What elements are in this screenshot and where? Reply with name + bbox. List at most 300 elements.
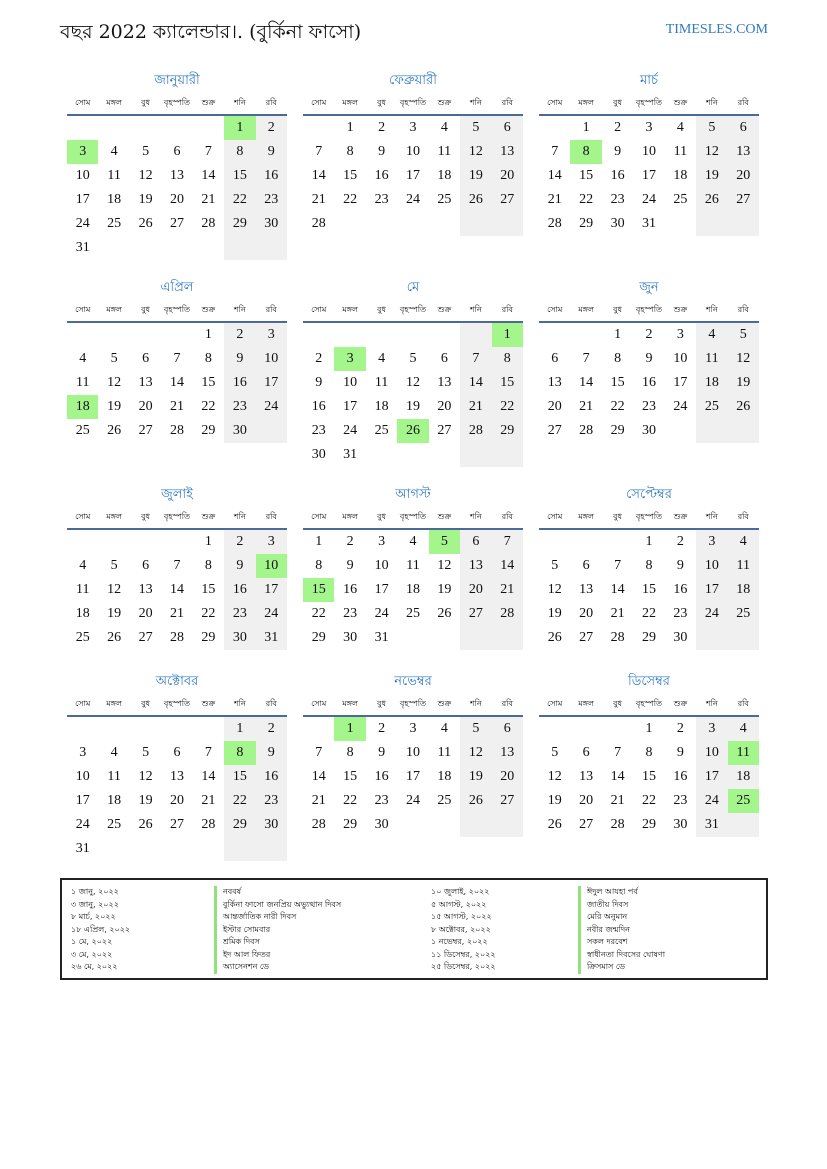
day-cell[interactable]: 21 [547,192,562,207]
day-cell[interactable]: 9 [256,140,287,164]
day-cell[interactable]: 5 [142,745,150,760]
day-cell[interactable]: 7 [582,351,590,366]
day-cell[interactable]: 2 [224,323,255,347]
day-cell[interactable]: 7 [315,144,323,159]
day-cell[interactable]: 30 [641,423,656,438]
day-cell[interactable]: 28 [610,630,625,645]
holiday-day-cell[interactable]: 8 [570,140,601,164]
day-cell[interactable]: 27 [728,188,759,212]
day-cell[interactable]: 31 [374,630,389,645]
day-cell[interactable]: 21 [460,395,491,419]
day-cell[interactable]: 1 [645,721,653,736]
day-cell[interactable]: 13 [579,769,594,784]
day-cell[interactable]: 3 [645,120,653,135]
day-cell[interactable]: 8 [346,745,354,760]
day-cell[interactable]: 3 [79,745,87,760]
day-cell[interactable]: 14 [311,168,326,183]
day-cell[interactable]: 13 [492,741,523,765]
day-cell[interactable]: 16 [256,164,287,188]
day-cell[interactable]: 24 [405,793,420,808]
holiday-day-cell[interactable]: 1 [224,116,255,140]
day-cell[interactable]: 18 [437,769,452,784]
day-cell[interactable]: 27 [169,216,184,231]
day-cell[interactable]: 11 [728,554,759,578]
day-cell[interactable]: 25 [437,793,452,808]
day-cell[interactable]: 9 [378,745,386,760]
day-cell[interactable]: 20 [547,399,562,414]
day-cell[interactable]: 17 [405,168,420,183]
day-cell[interactable]: 8 [492,347,523,371]
day-cell[interactable]: 3 [696,530,727,554]
holiday-day-cell[interactable]: 25 [728,789,759,813]
day-cell[interactable]: 1 [204,327,212,342]
day-cell[interactable]: 8 [645,745,653,760]
day-cell[interactable]: 26 [138,216,153,231]
day-cell[interactable]: 17 [696,765,727,789]
day-cell[interactable]: 15 [641,769,656,784]
day-cell[interactable]: 1 [204,534,212,549]
day-cell[interactable]: 20 [169,192,184,207]
day-cell[interactable]: 15 [201,375,216,390]
day-cell[interactable]: 18 [107,793,122,808]
day-cell[interactable]: 29 [492,419,523,443]
day-cell[interactable]: 29 [224,212,255,236]
day-cell[interactable]: 22 [224,789,255,813]
day-cell[interactable]: 20 [579,606,594,621]
day-cell[interactable]: 7 [551,144,559,159]
day-cell[interactable]: 27 [460,602,491,626]
day-cell[interactable]: 22 [201,399,216,414]
day-cell[interactable]: 28 [169,423,184,438]
day-cell[interactable]: 12 [547,769,562,784]
day-cell[interactable]: 27 [138,423,153,438]
day-cell[interactable]: 29 [610,423,625,438]
day-cell[interactable]: 20 [492,765,523,789]
day-cell[interactable]: 16 [673,769,688,784]
day-cell[interactable]: 23 [673,793,688,808]
day-cell[interactable]: 23 [610,192,625,207]
day-cell[interactable]: 21 [610,793,625,808]
day-cell[interactable]: 14 [547,168,562,183]
day-cell[interactable]: 4 [728,717,759,741]
day-cell[interactable]: 12 [138,168,153,183]
day-cell[interactable]: 19 [728,371,759,395]
day-cell[interactable]: 2 [614,120,622,135]
day-cell[interactable]: 27 [138,630,153,645]
day-cell[interactable]: 14 [311,769,326,784]
day-cell[interactable]: 27 [169,817,184,832]
day-cell[interactable]: 24 [75,216,90,231]
day-cell[interactable]: 11 [406,558,420,573]
day-cell[interactable]: 18 [75,606,90,621]
day-cell[interactable]: 26 [547,630,562,645]
holiday-day-cell[interactable]: 8 [224,741,255,765]
day-cell[interactable]: 26 [547,817,562,832]
day-cell[interactable]: 1 [346,120,354,135]
day-cell[interactable]: 1 [224,717,255,741]
day-cell[interactable]: 30 [256,813,287,837]
day-cell[interactable]: 7 [204,745,212,760]
day-cell[interactable]: 20 [437,399,452,414]
day-cell[interactable]: 11 [374,375,389,390]
day-cell[interactable]: 28 [311,216,326,231]
day-cell[interactable]: 12 [138,769,153,784]
day-cell[interactable]: 15 [224,765,255,789]
holiday-day-cell[interactable]: 11 [728,741,759,765]
day-cell[interactable]: 25 [374,423,389,438]
day-cell[interactable]: 13 [138,375,153,390]
day-cell[interactable]: 5 [728,323,759,347]
day-cell[interactable]: 21 [169,606,184,621]
day-cell[interactable]: 9 [676,745,684,760]
day-cell[interactable]: 9 [346,558,354,573]
day-cell[interactable]: 16 [641,375,656,390]
day-cell[interactable]: 23 [641,399,656,414]
day-cell[interactable]: 31 [75,240,90,255]
day-cell[interactable]: 24 [405,192,420,207]
day-cell[interactable]: 16 [610,168,625,183]
day-cell[interactable]: 24 [75,817,90,832]
day-cell[interactable]: 19 [405,399,420,414]
day-cell[interactable]: 27 [437,423,452,438]
day-cell[interactable]: 5 [110,351,118,366]
day-cell[interactable]: 17 [256,578,287,602]
holiday-day-cell[interactable]: 10 [256,554,287,578]
day-cell[interactable]: 12 [460,140,491,164]
day-cell[interactable]: 4 [440,721,448,736]
day-cell[interactable]: 4 [728,530,759,554]
day-cell[interactable]: 26 [460,188,491,212]
day-cell[interactable]: 4 [110,745,118,760]
day-cell[interactable]: 11 [437,144,452,159]
day-cell[interactable]: 21 [201,793,216,808]
day-cell[interactable]: 14 [460,371,491,395]
day-cell[interactable]: 9 [676,558,684,573]
day-cell[interactable]: 12 [460,741,491,765]
day-cell[interactable]: 15 [610,375,625,390]
day-cell[interactable]: 14 [610,769,625,784]
day-cell[interactable]: 29 [641,630,656,645]
day-cell[interactable]: 10 [256,347,287,371]
day-cell[interactable]: 15 [641,582,656,597]
day-cell[interactable]: 26 [107,630,122,645]
brand-link[interactable]: TIMESLES.COM [665,22,768,37]
day-cell[interactable]: 5 [551,558,559,573]
day-cell[interactable]: 5 [460,717,491,741]
day-cell[interactable]: 23 [256,188,287,212]
day-cell[interactable]: 16 [374,168,389,183]
day-cell[interactable]: 10 [75,769,90,784]
day-cell[interactable]: 22 [343,192,358,207]
day-cell[interactable]: 12 [107,582,122,597]
day-cell[interactable]: 2 [256,116,287,140]
day-cell[interactable]: 15 [492,371,523,395]
day-cell[interactable]: 6 [173,745,181,760]
day-cell[interactable]: 16 [224,578,255,602]
day-cell[interactable]: 18 [107,192,122,207]
day-cell[interactable]: 4 [676,120,684,135]
day-cell[interactable]: 31 [696,813,727,837]
day-cell[interactable]: 4 [440,120,448,135]
day-cell[interactable]: 2 [378,120,386,135]
day-cell[interactable]: 14 [201,168,216,183]
day-cell[interactable]: 6 [582,558,590,573]
day-cell[interactable]: 28 [579,423,594,438]
day-cell[interactable]: 23 [256,789,287,813]
day-cell[interactable]: 10 [343,375,358,390]
day-cell[interactable]: 28 [201,216,216,231]
day-cell[interactable]: 11 [75,375,90,390]
day-cell[interactable]: 26 [107,423,122,438]
day-cell[interactable]: 6 [173,144,181,159]
day-cell[interactable]: 9 [378,144,386,159]
holiday-day-cell[interactable]: 1 [334,717,365,741]
day-cell[interactable]: 18 [437,168,452,183]
day-cell[interactable]: 25 [437,192,452,207]
day-cell[interactable]: 1 [582,120,590,135]
day-cell[interactable]: 9 [224,347,255,371]
day-cell[interactable]: 4 [378,351,386,366]
day-cell[interactable]: 11 [673,144,688,159]
day-cell[interactable]: 21 [169,399,184,414]
day-cell[interactable]: 7 [614,558,622,573]
day-cell[interactable]: 18 [374,399,389,414]
day-cell[interactable]: 19 [138,793,153,808]
day-cell[interactable]: 17 [673,375,688,390]
day-cell[interactable]: 14 [610,582,625,597]
day-cell[interactable]: 17 [75,793,90,808]
day-cell[interactable]: 20 [138,606,153,621]
day-cell[interactable]: 22 [224,188,255,212]
day-cell[interactable]: 10 [641,144,656,159]
day-cell[interactable]: 13 [138,582,153,597]
day-cell[interactable]: 31 [256,626,287,650]
day-cell[interactable]: 19 [460,164,491,188]
day-cell[interactable]: 21 [579,399,594,414]
day-cell[interactable]: 26 [437,606,452,621]
day-cell[interactable]: 25 [107,817,122,832]
day-cell[interactable]: 13 [437,375,452,390]
day-cell[interactable]: 3 [409,721,417,736]
day-cell[interactable]: 21 [610,606,625,621]
day-cell[interactable]: 7 [204,144,212,159]
day-cell[interactable]: 24 [343,423,358,438]
day-cell[interactable]: 27 [579,817,594,832]
day-cell[interactable]: 6 [492,717,523,741]
day-cell[interactable]: 9 [224,554,255,578]
day-cell[interactable]: 12 [696,140,727,164]
day-cell[interactable]: 24 [673,399,688,414]
day-cell[interactable]: 5 [551,745,559,760]
day-cell[interactable]: 14 [492,554,523,578]
day-cell[interactable]: 29 [224,813,255,837]
day-cell[interactable]: 17 [405,769,420,784]
day-cell[interactable]: 2 [346,534,354,549]
day-cell[interactable]: 11 [75,582,90,597]
day-cell[interactable]: 28 [169,630,184,645]
day-cell[interactable]: 22 [201,606,216,621]
day-cell[interactable]: 25 [696,395,727,419]
day-cell[interactable]: 11 [107,168,121,183]
day-cell[interactable]: 13 [492,140,523,164]
day-cell[interactable]: 29 [579,216,594,231]
day-cell[interactable]: 24 [256,602,287,626]
day-cell[interactable]: 6 [142,558,150,573]
holiday-day-cell[interactable]: 1 [492,323,523,347]
day-cell[interactable]: 9 [645,351,653,366]
day-cell[interactable]: 21 [311,192,326,207]
day-cell[interactable]: 25 [107,216,122,231]
day-cell[interactable]: 28 [610,817,625,832]
day-cell[interactable]: 2 [224,530,255,554]
day-cell[interactable]: 18 [405,582,420,597]
day-cell[interactable]: 18 [673,168,688,183]
day-cell[interactable]: 29 [641,817,656,832]
day-cell[interactable]: 3 [256,530,287,554]
day-cell[interactable]: 19 [547,793,562,808]
day-cell[interactable]: 31 [641,216,656,231]
day-cell[interactable]: 31 [343,447,358,462]
day-cell[interactable]: 23 [673,606,688,621]
day-cell[interactable]: 9 [315,375,323,390]
day-cell[interactable]: 16 [343,582,358,597]
day-cell[interactable]: 4 [79,558,87,573]
day-cell[interactable]: 9 [614,144,622,159]
day-cell[interactable]: 28 [201,817,216,832]
day-cell[interactable]: 28 [547,216,562,231]
day-cell[interactable]: 13 [728,140,759,164]
day-cell[interactable]: 18 [728,765,759,789]
day-cell[interactable]: 20 [169,793,184,808]
day-cell[interactable]: 10 [405,144,420,159]
day-cell[interactable]: 13 [460,554,491,578]
day-cell[interactable]: 20 [138,399,153,414]
day-cell[interactable]: 6 [551,351,559,366]
day-cell[interactable]: 29 [201,630,216,645]
day-cell[interactable]: 22 [579,192,594,207]
day-cell[interactable]: 10 [696,741,727,765]
day-cell[interactable]: 23 [374,793,389,808]
day-cell[interactable]: 6 [582,745,590,760]
day-cell[interactable]: 8 [315,558,323,573]
day-cell[interactable]: 14 [201,769,216,784]
day-cell[interactable]: 8 [204,351,212,366]
day-cell[interactable]: 5 [110,558,118,573]
day-cell[interactable]: 17 [696,578,727,602]
day-cell[interactable]: 26 [460,789,491,813]
day-cell[interactable]: 22 [610,399,625,414]
day-cell[interactable]: 24 [256,395,287,419]
day-cell[interactable]: 15 [579,168,594,183]
day-cell[interactable]: 5 [409,351,417,366]
day-cell[interactable]: 26 [696,188,727,212]
day-cell[interactable]: 2 [315,351,323,366]
day-cell[interactable]: 8 [224,140,255,164]
holiday-day-cell[interactable]: 3 [334,347,365,371]
day-cell[interactable]: 28 [492,602,523,626]
day-cell[interactable]: 7 [173,558,181,573]
day-cell[interactable]: 19 [107,399,122,414]
day-cell[interactable]: 10 [696,554,727,578]
day-cell[interactable]: 30 [673,817,688,832]
day-cell[interactable]: 16 [224,371,255,395]
day-cell[interactable]: 18 [696,371,727,395]
day-cell[interactable]: 12 [405,375,420,390]
holiday-day-cell[interactable]: 18 [67,395,98,419]
day-cell[interactable]: 12 [547,582,562,597]
day-cell[interactable]: 12 [437,558,452,573]
day-cell[interactable]: 17 [343,399,358,414]
day-cell[interactable]: 27 [547,423,562,438]
day-cell[interactable]: 7 [315,745,323,760]
day-cell[interactable]: 2 [378,721,386,736]
holiday-day-cell[interactable]: 15 [303,578,334,602]
holiday-day-cell[interactable]: 5 [429,530,460,554]
day-cell[interactable]: 19 [696,164,727,188]
day-cell[interactable]: 24 [696,789,727,813]
day-cell[interactable]: 12 [728,347,759,371]
day-cell[interactable]: 1 [315,534,323,549]
day-cell[interactable]: 15 [224,164,255,188]
day-cell[interactable]: 24 [374,606,389,621]
day-cell[interactable]: 12 [107,375,122,390]
day-cell[interactable]: 22 [311,606,326,621]
day-cell[interactable]: 10 [75,168,90,183]
day-cell[interactable]: 10 [673,351,688,366]
day-cell[interactable]: 5 [696,116,727,140]
day-cell[interactable]: 29 [343,817,358,832]
day-cell[interactable]: 23 [224,602,255,626]
day-cell[interactable]: 14 [579,375,594,390]
day-cell[interactable]: 16 [311,399,326,414]
day-cell[interactable]: 11 [107,769,121,784]
day-cell[interactable]: 30 [224,419,255,443]
day-cell[interactable]: 2 [645,327,653,342]
day-cell[interactable]: 13 [169,168,184,183]
day-cell[interactable]: 17 [256,371,287,395]
day-cell[interactable]: 22 [641,793,656,808]
day-cell[interactable]: 3 [409,120,417,135]
day-cell[interactable]: 1 [645,534,653,549]
day-cell[interactable]: 23 [311,423,326,438]
day-cell[interactable]: 29 [311,630,326,645]
day-cell[interactable]: 25 [405,606,420,621]
day-cell[interactable]: 29 [201,423,216,438]
day-cell[interactable]: 30 [224,626,255,650]
day-cell[interactable]: 22 [343,793,358,808]
day-cell[interactable]: 26 [728,395,759,419]
day-cell[interactable]: 28 [311,817,326,832]
day-cell[interactable]: 4 [79,351,87,366]
day-cell[interactable]: 4 [409,534,417,549]
day-cell[interactable]: 19 [138,192,153,207]
day-cell[interactable]: 13 [547,375,562,390]
day-cell[interactable]: 22 [641,606,656,621]
day-cell[interactable]: 15 [201,582,216,597]
holiday-day-cell[interactable]: 3 [67,140,98,164]
day-cell[interactable]: 4 [696,323,727,347]
day-cell[interactable]: 3 [256,323,287,347]
day-cell[interactable]: 17 [374,582,389,597]
day-cell[interactable]: 30 [610,216,625,231]
day-cell[interactable]: 5 [142,144,150,159]
day-cell[interactable]: 28 [460,419,491,443]
day-cell[interactable]: 10 [374,558,389,573]
day-cell[interactable]: 15 [343,769,358,784]
day-cell[interactable]: 25 [673,192,688,207]
day-cell[interactable]: 16 [256,765,287,789]
day-cell[interactable]: 25 [728,602,759,626]
